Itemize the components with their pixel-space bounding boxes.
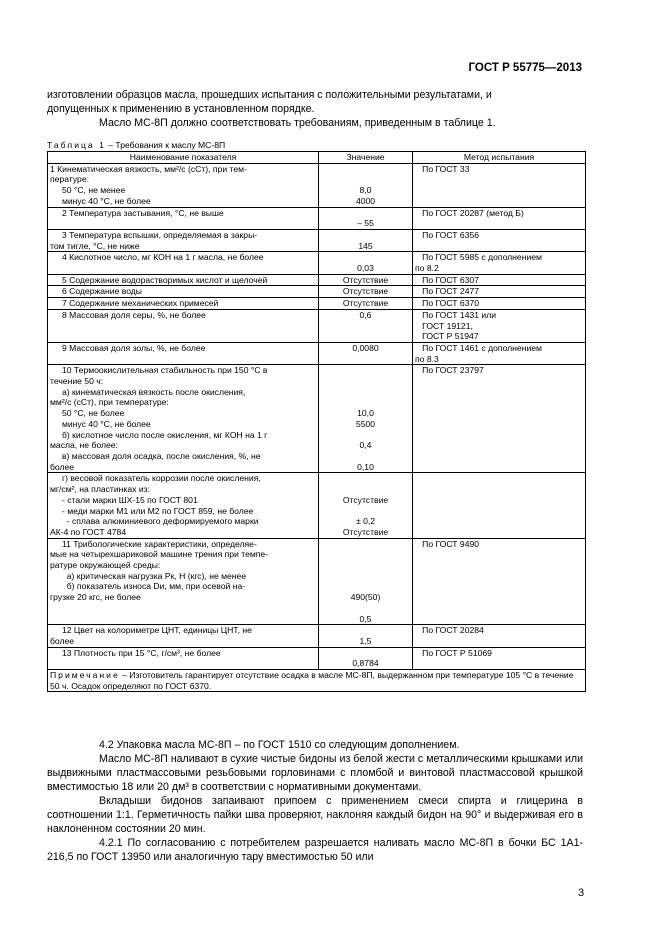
cell-line: мм²/с (сСт), при температуре: bbox=[50, 397, 169, 408]
table-note bbox=[48, 670, 586, 692]
cell-line: по 8.3 bbox=[415, 353, 439, 364]
cell-line: 5 Содержание водорастворимых кислот и щелочей bbox=[50, 274, 268, 285]
method-cell bbox=[413, 274, 586, 286]
value-cell bbox=[319, 252, 413, 274]
cell-line: 9 Массовая доля золы, %, не более bbox=[50, 342, 206, 353]
cell-line: г) весовой показатель коррозии после окисления, bbox=[50, 473, 261, 484]
cell-line: 2 Температура застывания, °С, не выше bbox=[50, 207, 224, 218]
table-row bbox=[48, 625, 586, 647]
cell-line: По ГОСТ 6356 bbox=[415, 229, 480, 240]
header-indicator: Наименование показателя bbox=[48, 152, 319, 164]
cell-line: ГОСТ 19121, bbox=[415, 320, 473, 331]
cell-line bbox=[321, 473, 410, 484]
note-label: Примечание bbox=[50, 670, 120, 681]
standard-number: ГОСТ Р 55775—2013 bbox=[468, 62, 582, 74]
indicator-cell bbox=[48, 342, 319, 364]
indicator-cell bbox=[48, 298, 319, 310]
table-row bbox=[48, 309, 586, 342]
cell-line: 8,0 bbox=[359, 185, 372, 196]
cell-line bbox=[321, 625, 410, 636]
cell-line: ратуре окружающей среды: bbox=[50, 560, 161, 571]
indicator-cell bbox=[48, 473, 319, 538]
cell-line: По ГОСТ Р 51069 bbox=[415, 647, 492, 658]
page-number: 3 bbox=[578, 887, 585, 899]
cell-line: 13 Плотность при 15 °С, г/см³, не более bbox=[50, 647, 221, 658]
method-cell bbox=[413, 647, 586, 669]
cell-line: 6 Содержание воды bbox=[50, 286, 142, 297]
intro-line-2: допущенных к применению в установленном порядке. bbox=[47, 103, 315, 115]
value-cell bbox=[319, 365, 413, 473]
table-caption-text: – Требования к маслу МС-8П bbox=[105, 140, 226, 150]
value-cell bbox=[319, 538, 413, 625]
cell-line: том тигле, °С, не ниже bbox=[50, 240, 140, 251]
cell-line: 0,5 bbox=[359, 613, 372, 624]
cell-line: 0,0080 bbox=[352, 342, 379, 353]
cell-line bbox=[50, 603, 316, 614]
cell-line bbox=[321, 164, 410, 175]
table-caption bbox=[47, 140, 225, 150]
cell-line: 4000 bbox=[355, 195, 376, 206]
indicator-cell bbox=[48, 286, 319, 298]
cell-line: более bbox=[50, 461, 75, 472]
cell-line bbox=[321, 581, 410, 592]
cell-line bbox=[321, 506, 410, 517]
cell-line: По ГОСТ 23797 bbox=[415, 365, 484, 376]
cell-line: мые на четырехшариковой машине трения при темпе- bbox=[50, 549, 269, 560]
cell-line: 1,5 bbox=[359, 635, 372, 646]
cell-line: 10,0 bbox=[357, 408, 374, 419]
indicator-cell bbox=[48, 207, 319, 229]
cell-line: минус 40 °С, не более bbox=[50, 418, 151, 429]
cell-line bbox=[415, 473, 583, 484]
cell-line bbox=[321, 430, 410, 441]
indicator-cell bbox=[48, 163, 319, 207]
cell-line: 12 Цвет на колориметре ЦНТ, единицы ЦНТ, не bbox=[50, 625, 252, 636]
table-row bbox=[48, 274, 586, 286]
cell-line: По ГОСТ 5985 с дополнением bbox=[415, 252, 542, 263]
cell-line bbox=[321, 648, 410, 659]
cell-line bbox=[321, 321, 410, 332]
header-method: Метод испытания bbox=[413, 152, 586, 164]
cell-line bbox=[321, 365, 410, 376]
method-cell bbox=[413, 473, 586, 538]
cell-line: 0,8784 bbox=[352, 658, 379, 669]
table-row bbox=[48, 163, 586, 207]
method-cell bbox=[413, 252, 586, 274]
method-cell bbox=[413, 309, 586, 342]
cell-line: масла, не более: bbox=[50, 440, 118, 451]
cell-line: по 8.2 bbox=[415, 263, 439, 274]
cell-line: в) массовая доля осадка, после окисления, %, не bbox=[50, 450, 261, 461]
table-row bbox=[48, 538, 586, 625]
cell-line bbox=[321, 230, 410, 241]
method-cell bbox=[413, 365, 586, 473]
cell-line bbox=[50, 218, 316, 229]
indicator-cell bbox=[48, 538, 319, 625]
cell-line: 0,6 bbox=[359, 309, 372, 320]
cell-line: а) критическая нагрузка Рк, Н (кгс), не менее bbox=[50, 570, 247, 581]
cell-line: Отсутствие bbox=[342, 274, 389, 285]
paragraph-4-2: 4.2 Упаковка масла МС-8П – по ГОСТ 1510 со следующим дополнением. bbox=[99, 739, 460, 751]
cell-line: - сплава алюминиевого деформируемого марки bbox=[50, 516, 259, 527]
indicator-cell bbox=[48, 309, 319, 342]
cell-line: По ГОСТ 9490 bbox=[415, 538, 480, 549]
cell-line bbox=[50, 614, 316, 625]
value-cell bbox=[319, 309, 413, 342]
indicator-cell bbox=[48, 647, 319, 669]
cell-line bbox=[321, 252, 410, 263]
value-cell bbox=[319, 229, 413, 251]
cell-line: 4 Кислотное число, мг КОН на 1 г масла, не более bbox=[50, 252, 264, 263]
cell-line: 1 Кинематическая вязкость, мм²/с (сСт), при тем- bbox=[50, 163, 247, 174]
method-cell bbox=[413, 163, 586, 207]
table-row bbox=[48, 473, 586, 538]
value-cell bbox=[319, 647, 413, 669]
cell-line: 8 Массовая доля серы, %, не более bbox=[50, 309, 206, 320]
table-row bbox=[48, 207, 586, 229]
cell-line bbox=[321, 571, 410, 582]
value-cell bbox=[319, 342, 413, 364]
table-row bbox=[48, 252, 586, 274]
paragraph-liners: Вкладыши бидонов запаивают припоем с применением смеси спирта и глицерина в соотношении 1:1. Герметичность пайки шва проверяют, наклоняя каждый бидон на 90° и выдерживая его в наклоненном состоянии 20 мин. bbox=[47, 795, 583, 835]
cell-line: АК-4 по ГОСТ 4784 bbox=[50, 526, 127, 537]
method-cell bbox=[413, 538, 586, 625]
cell-line: мг/см², на пластинках из: bbox=[50, 484, 150, 495]
value-cell bbox=[319, 163, 413, 207]
intro-line-1: изготовлении образцов масла, прошедших испытания с положительными результатами, и bbox=[47, 89, 492, 101]
table-row bbox=[48, 342, 586, 364]
method-cell bbox=[413, 625, 586, 647]
cell-line bbox=[321, 451, 410, 462]
cell-line: 490(50) bbox=[350, 592, 381, 603]
indicator-cell bbox=[48, 229, 319, 251]
cell-line bbox=[321, 549, 410, 560]
method-cell bbox=[413, 229, 586, 251]
cell-line: течение 50 ч: bbox=[50, 376, 104, 387]
table-row bbox=[48, 229, 586, 251]
cell-line: По ГОСТ 6370 bbox=[415, 298, 480, 309]
cell-line: а) кинематическая вязкость после окисления, bbox=[50, 386, 246, 397]
cell-line: По ГОСТ 20287 (метод Б) bbox=[415, 207, 524, 218]
method-cell bbox=[413, 286, 586, 298]
cell-line bbox=[50, 331, 316, 342]
cell-line bbox=[321, 539, 410, 550]
method-cell bbox=[413, 298, 586, 310]
cell-line bbox=[321, 484, 410, 495]
cell-line: Отсутствие bbox=[342, 286, 389, 297]
cell-line: 0,03 bbox=[357, 263, 374, 274]
cell-line bbox=[321, 331, 410, 342]
value-cell bbox=[319, 625, 413, 647]
table-row bbox=[48, 286, 586, 298]
cell-line: грузке 20 кгс, не более bbox=[50, 592, 141, 603]
cell-line bbox=[321, 387, 410, 398]
value-cell bbox=[319, 286, 413, 298]
cell-line: По ГОСТ 1431 или bbox=[415, 309, 497, 320]
note-text: – Изготовитель гарантирует отсутствие осадка в масле МС-8П, выдержанном при температуре 105 °С в течение 50 ч. Осадок определяют по ГОСТ 6370. bbox=[50, 670, 574, 691]
cell-line: 7 Содержание механических примесей bbox=[50, 298, 219, 309]
indicator-cell bbox=[48, 274, 319, 286]
indicator-cell bbox=[48, 625, 319, 647]
value-cell bbox=[319, 473, 413, 538]
cell-line: - меди марки М1 или М2 по ГОСТ 859, не более bbox=[50, 505, 254, 516]
cell-line bbox=[321, 560, 410, 571]
cell-line: По ГОСТ 2477 bbox=[415, 286, 480, 297]
value-cell bbox=[319, 298, 413, 310]
cell-line: ± 0,2 bbox=[355, 516, 376, 527]
requirements-table bbox=[47, 151, 586, 692]
cell-line: По ГОСТ 6307 bbox=[415, 274, 480, 285]
cell-line: 3 Температура вспышки, определяемая в закры- bbox=[50, 229, 258, 240]
table-header-row bbox=[48, 152, 586, 164]
cell-line: б) показатель износа Dи, мм, при осевой на- bbox=[50, 581, 246, 592]
cell-line: По ГОСТ 33 bbox=[415, 163, 470, 174]
table-body bbox=[48, 163, 586, 669]
cell-line: - стали марки ШХ-15 по ГОСТ 801 bbox=[50, 494, 198, 505]
paragraph-packing: Масло МС-8П наливают в сухие чистые бидоны из белой жести с металлическими крышками или выдвижными пластмассовыми резьбовыми горловинами с пломбой и винтовой пластмассовой крышкой вместимостью 18 или 20 дм³ в соответствии с нормативными документами. bbox=[47, 753, 583, 793]
cell-line: пературе: bbox=[50, 174, 89, 185]
cell-line bbox=[50, 658, 316, 669]
intro-line-3: Масло МС-8П должно соответствовать требованиям, приведенным в таблице 1. bbox=[99, 117, 496, 129]
cell-line bbox=[321, 603, 410, 614]
cell-line: минус 40 °С, не более bbox=[50, 195, 151, 206]
cell-line bbox=[321, 376, 410, 387]
table-note-row bbox=[48, 670, 586, 692]
cell-line: б) кислотное число после окисления, мг КОН на 1 г bbox=[50, 429, 268, 440]
cell-line: 0,10 bbox=[357, 461, 374, 472]
table-row bbox=[48, 298, 586, 310]
cell-line: 5500 bbox=[355, 418, 376, 429]
cell-line: Отсутствие bbox=[342, 526, 389, 537]
cell-line: – 55 bbox=[357, 218, 374, 229]
indicator-cell bbox=[48, 252, 319, 274]
table-caption-label: Таблица 1 bbox=[47, 140, 106, 150]
cell-line bbox=[321, 174, 410, 185]
paragraph-4-2-1: 4.2.1 По согласованию с потребителем разрешается наливать масло МС-8П в бочки БС 1А1-216,5 по ГОСТ 13950 или аналогичную тару вместимостью 50 или bbox=[47, 837, 583, 863]
cell-line: 50 °С, не менее bbox=[50, 185, 126, 196]
method-cell bbox=[413, 207, 586, 229]
cell-line: 10 Термоокислительная стабильность при 150 °С в bbox=[50, 365, 268, 376]
value-cell bbox=[319, 207, 413, 229]
cell-line: более bbox=[50, 635, 75, 646]
cell-line bbox=[321, 354, 410, 365]
cell-line bbox=[50, 354, 316, 365]
cell-line: Отсутствие bbox=[342, 298, 389, 309]
cell-line: 50 °С, не более bbox=[50, 408, 125, 419]
cell-line: По ГОСТ 20284 bbox=[415, 625, 484, 636]
cell-line bbox=[50, 321, 316, 332]
cell-line: ГОСТ Р 51947 bbox=[415, 331, 479, 342]
header-value: Значение bbox=[319, 152, 413, 164]
cell-line: Отсутствие bbox=[342, 494, 389, 505]
cell-line: 0,4 bbox=[359, 440, 372, 451]
table-row bbox=[48, 647, 586, 669]
indicator-cell bbox=[48, 365, 319, 473]
cell-line bbox=[50, 263, 316, 274]
table-row bbox=[48, 365, 586, 473]
cell-line: 11 Трибологические характеристики, определяе- bbox=[50, 538, 257, 549]
cell-line: По ГОСТ 1461 с дополнением bbox=[415, 342, 542, 353]
method-cell bbox=[413, 342, 586, 364]
cell-line bbox=[321, 397, 410, 408]
value-cell bbox=[319, 274, 413, 286]
cell-line bbox=[321, 208, 410, 219]
cell-line: 145 bbox=[358, 240, 373, 251]
